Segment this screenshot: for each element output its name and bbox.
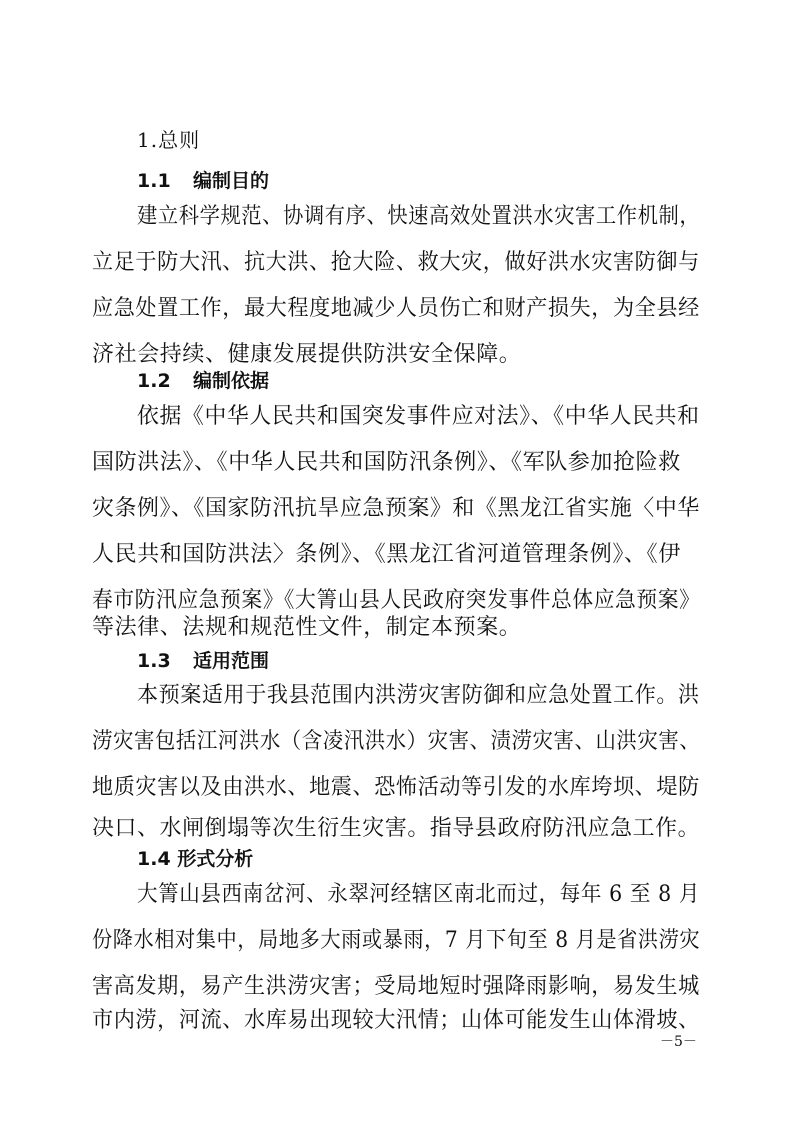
paragraph-line: 大箐山县西南岔河、永翠河经辖区南北而过，每年 6 至 8 月 [137, 882, 700, 907]
paragraph-line: 济社会持续、健康发展提供防洪安全保障。 [92, 342, 522, 367]
paragraph-line: 灾条例》、《国家防汛抗旱应急预案》和《黑龙江省实施〈中华 [92, 496, 700, 521]
paragraph-line: 人民共和国防洪法〉条例》、《黑龙江省河道管理条例》、《伊 [92, 542, 681, 567]
paragraph-line: 立足于防大汛、抗大洪、抢大险、救大灾，做好洪水灾害防御与 [92, 250, 700, 275]
paragraph-line: 应急处置工作，最大程度地减少人员伤亡和财产损失，为全县经 [92, 296, 700, 321]
paragraph-line: 市内涝，河流、水库易出现较大汛情；山体可能发生山体滑坡、 [92, 1008, 700, 1033]
section-heading: 1.总则 [137, 128, 201, 152]
subsection-heading-1-1 [137, 165, 269, 197]
paragraph-line: 等法律、法规和规范性文件，制定本预案。 [92, 615, 522, 640]
paragraph-line: 涝灾害包括江河洪水（含凌汛洪水）灾害、渍涝灾害、山洪灾害、 [92, 729, 701, 754]
paragraph-line: 本预案适用于我县范围内洪涝灾害防御和应急处置工作。洪 [137, 683, 700, 708]
paragraph-line: 害高发期，易产生洪涝灾害；受局地短时强降雨影响，易发生城 [92, 974, 700, 999]
paragraph-line: 地质灾害以及由洪水、地震、恐怖活动等引发的水库垮坝、堤防 [92, 775, 700, 800]
subsection-number: 1.1 [137, 170, 171, 192]
paragraph-line: 国防洪法》、《中华人民共和国防汛条例》、《军队参加抢险救 [92, 450, 681, 475]
page-number: －5－ [660, 1034, 697, 1050]
subsection-number: 1.2 [137, 370, 171, 392]
paragraph-line: 依据《中华人民共和国突发事件应对法》、《中华人民共和 [137, 404, 700, 429]
paragraph-line: 建立科学规范、协调有序、快速高效处置洪水灾害工作机制， [137, 204, 701, 229]
subsection-title: 编制依据 [193, 370, 270, 392]
paragraph-line: 份降水相对集中，局地多大雨或暴雨，7 月下旬至 8 月是省洪涝灾 [92, 928, 701, 953]
subsection-heading-1-2 [137, 365, 269, 397]
subsection-title: 适用范围 [193, 650, 270, 672]
paragraph-line: 决口、水闸倒塌等次生衍生灾害。指导县政府防汛应急工作。 [92, 816, 701, 841]
subsection-title: 编制目的 [193, 170, 270, 192]
subsection-heading-1-4: 1.4 形式分析 [137, 848, 254, 870]
subsection-number: 1.3 [137, 650, 171, 672]
paragraph-line: 春市防汛应急预案》《大箐山县人民政府突发事件总体应急预案》 [92, 588, 701, 613]
